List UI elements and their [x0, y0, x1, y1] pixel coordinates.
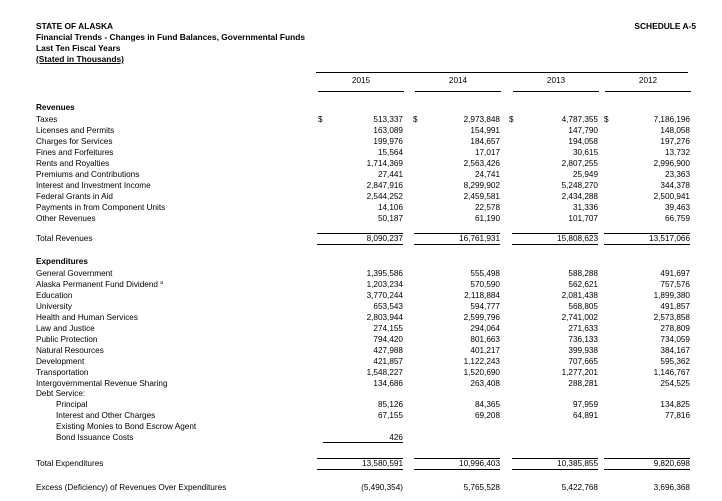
cell-value: 13,517,066 — [604, 233, 690, 245]
row-label: Licenses and Permits — [36, 125, 115, 135]
cell-value: 274,155 — [373, 323, 403, 333]
cell-value: 64,891 — [572, 411, 598, 421]
cell-value: 184,657 — [470, 136, 500, 146]
table-row — [0, 213, 722, 224]
cell-value: 1,203,234 — [366, 279, 403, 289]
cell-value: 25,949 — [572, 169, 598, 179]
row-label: Alaska Permanent Fund Dividend $^a$ — [36, 279, 164, 289]
schedule-label: SCHEDULE A-5 — [634, 21, 696, 31]
table-row — [0, 345, 722, 356]
dollar-sign: $ — [318, 115, 323, 124]
cell-value: 2,500,941 — [653, 191, 690, 201]
footnote-marker: a — [160, 279, 164, 286]
cell-value: 271,633 — [568, 323, 598, 333]
cell-value: 134,825 — [660, 400, 690, 410]
report-state: STATE OF ALASKA — [36, 21, 114, 31]
row-label: Other Revenues — [36, 213, 96, 223]
cell-value: 491,697 — [660, 269, 690, 278]
cell-value: 1,548,227 — [366, 367, 403, 377]
cell-value: 1,122,243 — [463, 356, 500, 366]
table-row — [0, 410, 722, 421]
cell-value: 10,996,403 — [414, 458, 500, 470]
table-row — [0, 432, 722, 443]
row-label: Taxes — [36, 115, 58, 124]
year-header-rule — [318, 91, 404, 92]
cell-value: 5,765,528 — [463, 483, 500, 492]
cell-value: 8,090,237 — [317, 233, 403, 245]
year-header-2015: 2015 — [351, 76, 371, 85]
cell-value: 69,208 — [474, 411, 500, 421]
row-label: Transportation — [36, 367, 89, 377]
cell-value: 16,761,931 — [414, 233, 500, 245]
cell-value: (5,490,354) — [361, 483, 403, 492]
row-label: Federal Grants in Aid — [36, 191, 113, 201]
cell-value: 13,580,591 — [317, 458, 403, 470]
row-label: Fines and Forfeitures — [36, 147, 114, 157]
row-label: Existing Monies to Bond Escrow Agent — [56, 422, 197, 432]
dollar-sign: $ — [604, 115, 609, 124]
revenues-heading: Revenues — [36, 103, 75, 112]
cell-value: 278,809 — [660, 323, 690, 333]
table-row — [0, 268, 722, 279]
table-row — [0, 421, 722, 432]
cell-value: 757,576 — [660, 279, 690, 289]
cell-value: 194,058 — [568, 136, 598, 146]
excess-row — [0, 482, 722, 493]
cell-value: 61,190 — [474, 213, 500, 223]
cell-value: 595,362 — [660, 356, 690, 366]
cell-value: 2,803,944 — [366, 312, 403, 322]
cell-value: 801,663 — [470, 334, 500, 344]
cell-value: 288,281 — [568, 378, 598, 388]
cell-value: 588,288 — [568, 269, 598, 278]
cell-value: 84,365 — [474, 400, 500, 410]
cell-value: 513,337 — [373, 115, 403, 124]
cell-value: 2,563,426 — [463, 158, 500, 168]
cell-value: 85,126 — [377, 400, 403, 410]
cell-value: 1,146,767 — [653, 367, 690, 377]
table-row — [0, 323, 722, 334]
cell-value: 1,395,586 — [366, 269, 403, 278]
table-row — [0, 114, 722, 125]
cell-value: 9,820,698 — [604, 458, 690, 470]
cell-value: 7,186,196 — [653, 115, 690, 124]
cell-value: 22,578 — [474, 202, 500, 212]
cell-value: 594,777 — [470, 301, 500, 311]
cell-value: 2,996,900 — [653, 158, 690, 168]
cell-value: 570,590 — [470, 279, 500, 289]
table-row — [0, 136, 722, 147]
row-label: Payments in from Component Units — [36, 202, 166, 212]
row-label: Public Protection — [36, 334, 98, 344]
table-row — [0, 388, 722, 399]
cell-value: 736,133 — [568, 334, 598, 344]
table-row — [0, 301, 722, 312]
report-title: Financial Trends - Changes in Fund Balances, Governmental Funds — [36, 32, 305, 42]
cell-value: 10,385,855 — [512, 458, 598, 470]
cell-value: 2,573,858 — [653, 312, 690, 322]
cell-value: 427,988 — [373, 345, 403, 355]
cell-value: 154,991 — [470, 125, 500, 135]
cell-value: 1,520,690 — [463, 367, 500, 377]
table-row — [0, 169, 722, 180]
row-label: General Government — [36, 269, 113, 278]
cell-value: 15,564 — [377, 147, 403, 157]
row-label: Premiums and Contributions — [36, 169, 140, 179]
cell-value: 134,686 — [373, 378, 403, 388]
cell-value: 199,976 — [373, 136, 403, 146]
dollar-sign: $ — [413, 115, 418, 124]
cell-value: 5,248,270 — [561, 180, 598, 190]
table-row — [0, 147, 722, 158]
year-header-rule — [415, 91, 501, 92]
row-label: Law and Justice — [36, 323, 95, 333]
year-header-2012: 2012 — [638, 76, 658, 85]
row-label: Education — [36, 290, 73, 300]
cell-value: 23,363 — [664, 169, 690, 179]
table-row — [0, 158, 722, 169]
row-label: Bond Issuance Costs — [56, 433, 134, 443]
cell-value: 97,959 — [572, 400, 598, 410]
cell-value: 31,336 — [572, 202, 598, 212]
table-row — [0, 202, 722, 213]
cell-value: 163,089 — [373, 125, 403, 135]
cell-value: 2,599,796 — [463, 312, 500, 322]
cell-value: 8,299,902 — [463, 180, 500, 190]
row-label: Natural Resources — [36, 345, 104, 355]
cell-value: 30,615 — [572, 147, 598, 157]
cell-value: 147,790 — [568, 125, 598, 135]
year-header-2014: 2014 — [448, 76, 468, 85]
cell-value: 263,408 — [470, 378, 500, 388]
cell-value: 2,081,438 — [561, 290, 598, 300]
year-header-rule — [605, 91, 691, 92]
table-row — [0, 356, 722, 367]
row-label: Interest and Investment Income — [36, 180, 151, 190]
row-label: Interest and Other Charges — [56, 411, 156, 421]
cell-value: 3,770,244 — [366, 290, 403, 300]
table-row — [0, 312, 722, 323]
cell-value: 426 — [323, 432, 403, 443]
cell-value: 66,759 — [664, 213, 690, 223]
row-label: Rents and Royalties — [36, 158, 110, 168]
cell-value: 734,059 — [660, 334, 690, 344]
cell-value: 27,441 — [377, 169, 403, 179]
total-expenditures-row — [0, 458, 722, 469]
table-row — [0, 399, 722, 410]
cell-value: 148,058 — [660, 125, 690, 135]
cell-value: 5,422,768 — [561, 483, 598, 492]
expenditures-heading: Expenditures — [36, 257, 88, 266]
row-label: Debt Service: — [36, 389, 86, 399]
cell-value: 67,155 — [377, 411, 403, 421]
row-label: Excess (Deficiency) of Revenues Over Expenditures — [36, 483, 227, 492]
cell-value: 50,187 — [377, 213, 403, 223]
cell-value: 401,217 — [470, 345, 500, 355]
cell-value: 2,118,884 — [464, 290, 500, 300]
cell-value: 197,276 — [660, 136, 690, 146]
row-label: University — [36, 301, 72, 311]
row-label: Total Revenues — [36, 234, 93, 243]
table-row — [0, 125, 722, 136]
row-label: Health and Human Services — [36, 312, 138, 322]
cell-value: 2,847,916 — [366, 180, 403, 190]
row-label: Development — [36, 356, 85, 366]
row-label: Charges for Services — [36, 136, 113, 146]
cell-value: 4,787,355 — [561, 115, 598, 124]
cell-value: 15,808,623 — [512, 233, 598, 245]
table-row — [0, 367, 722, 378]
table-row — [0, 334, 722, 345]
row-label: Principal — [56, 400, 88, 410]
report-units: (Stated in Thousands) — [36, 54, 124, 64]
cell-value: 2,434,288 — [561, 191, 598, 201]
cell-value: 2,807,255 — [561, 158, 598, 168]
cell-value: 101,707 — [568, 213, 598, 223]
total-revenues-row — [0, 233, 722, 244]
row-label: Intergovernmental Revenue Sharing — [36, 378, 168, 388]
cell-value: 2,741,002 — [561, 312, 598, 322]
cell-value: 1,899,380 — [653, 290, 690, 300]
year-header-2013: 2013 — [546, 76, 566, 85]
cell-value: 294,064 — [470, 323, 500, 333]
table-row — [0, 191, 722, 202]
cell-value: 653,543 — [373, 301, 403, 311]
table-top-rule — [316, 72, 688, 73]
table-row — [0, 378, 722, 389]
cell-value: 555,498 — [470, 269, 500, 278]
table-row — [0, 279, 722, 290]
cell-value: 1,277,201 — [561, 367, 598, 377]
cell-value: 3,696,368 — [653, 483, 690, 492]
cell-value: 421,857 — [373, 356, 403, 366]
cell-value: 24,741 — [474, 169, 500, 179]
report-period: Last Ten Fiscal Years — [36, 43, 121, 53]
cell-value: 1,714,369 — [366, 158, 403, 168]
cell-value: 384,167 — [660, 345, 690, 355]
cell-value: 568,805 — [568, 301, 598, 311]
cell-value: 491,857 — [660, 301, 690, 311]
cell-value: 2,973,848 — [463, 115, 500, 124]
cell-value: 39,463 — [664, 202, 690, 212]
cell-value: 13,732 — [664, 147, 690, 157]
table-row — [0, 290, 722, 301]
cell-value: 707,665 — [568, 356, 598, 366]
cell-value: 562,621 — [568, 279, 598, 289]
table-row — [0, 180, 722, 191]
cell-value: 2,544,252 — [366, 191, 403, 201]
cell-value: 254,525 — [660, 378, 690, 388]
cell-value: 14,106 — [377, 202, 403, 212]
cell-value: 77,816 — [664, 411, 690, 421]
dollar-sign: $ — [509, 115, 514, 124]
cell-value: 17,017 — [474, 147, 500, 157]
row-label: Total Expenditures — [36, 459, 104, 468]
cell-value: 794,420 — [373, 334, 403, 344]
year-header-rule — [513, 91, 599, 92]
cell-value: 2,459,581 — [463, 191, 500, 201]
cell-value: 344,378 — [660, 180, 690, 190]
cell-value: 399,938 — [568, 345, 598, 355]
